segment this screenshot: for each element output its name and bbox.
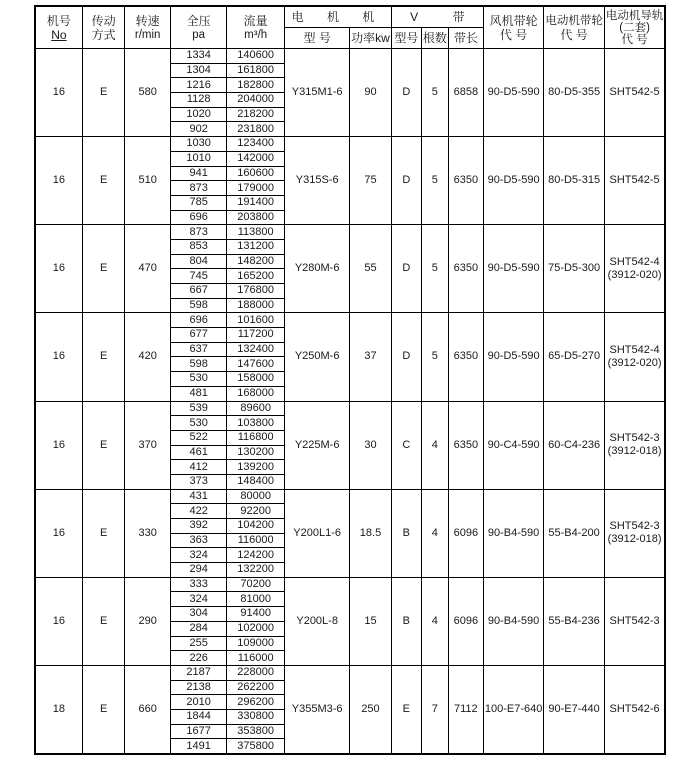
pressure-cell: 873 [171,225,227,240]
table-row [35,137,666,152]
flow-cell: 81000 [227,592,285,607]
pressure-cell: 637 [171,342,227,357]
flow-cell: 91400 [227,607,285,622]
header-drive-line2: 方式 [91,27,116,42]
pressure-cell: 324 [171,548,227,563]
header-fan-pulley-line1: 风机带轮 [489,13,538,28]
drive-mode-cell: E [83,137,125,225]
flow-cell: 117200 [227,328,285,343]
pressure-cell: 1491 [171,739,227,754]
motor-power-cell: 30 [350,401,392,489]
belt-model-cell: D [391,313,421,401]
belt-model-cell: D [391,49,421,137]
flow-cell: 182800 [227,78,285,93]
motor-model-cell: Y200L-8 [285,577,350,665]
flow-cell: 160600 [227,166,285,181]
pressure-cell: 2010 [171,695,227,710]
motor-rail-cell: SHT542-4 (3912-020) [604,225,665,313]
motor-rail-cell: SHT542-3 (3912-018) [604,489,665,577]
flow-cell: 353800 [227,724,285,739]
motor-model-cell: Y355M3-6 [285,665,350,754]
header-speed-line2: r/min [134,28,161,41]
header-motor-pulley-line1: 电动机带轮 [545,14,603,27]
pressure-cell: 1334 [171,49,227,64]
flow-cell: 113800 [227,225,285,240]
motor-power-cell: 90 [350,49,392,137]
pressure-cell: 1128 [171,93,227,108]
flow-cell: 103800 [227,416,285,431]
header-pressure [171,6,227,49]
speed-cell: 420 [125,313,171,401]
pressure-cell: 304 [171,607,227,622]
table-row [35,489,666,504]
flow-cell: 116000 [227,651,285,666]
motor-model-cell: Y250M-6 [285,313,350,401]
pressure-cell: 481 [171,386,227,401]
pressure-cell: 2138 [171,680,227,695]
header-motor-rail-line1: 电动机导轨 [605,9,664,22]
pressure-cell: 1030 [171,137,227,152]
pressure-cell: 373 [171,474,227,489]
pressure-cell: 226 [171,651,227,666]
motor-pulley-cell: 60-C4-236 [544,401,605,489]
header-speed [125,6,171,49]
pressure-cell: 696 [171,313,227,328]
flow-cell: 296200 [227,695,285,710]
motor-rail-cell: SHT542-5 [604,49,665,137]
flow-cell: 176800 [227,284,285,299]
drive-mode-cell: E [83,49,125,137]
belt-length-cell: 6350 [448,313,483,401]
machine-no-cell: 16 [35,401,83,489]
pressure-cell: 1304 [171,63,227,78]
flow-cell: 109000 [227,636,285,651]
flow-cell: 123400 [227,137,285,152]
flow-cell: 142000 [227,151,285,166]
header-motor-pulley-line2: 代 号 [560,27,588,42]
header-drive-mode [83,6,125,49]
belt-length-cell: 7112 [448,665,483,754]
fan-pulley-cell: 100-E7-640 [483,665,544,754]
pressure-cell: 422 [171,504,227,519]
header-pressure-line2: pa [192,28,206,41]
belt-length-cell: 6350 [448,225,483,313]
pressure-cell: 873 [171,181,227,196]
motor-power-cell: 75 [350,137,392,225]
flow-cell: 375800 [227,739,285,754]
machine-no-cell: 16 [35,313,83,401]
motor-pulley-cell: 80-D5-355 [544,49,605,137]
fan-pulley-cell: 90-D5-590 [483,137,544,225]
flow-cell: 116000 [227,533,285,548]
speed-cell: 290 [125,577,171,665]
belt-model-cell: B [391,489,421,577]
machine-no-cell: 16 [35,49,83,137]
belt-model-cell: E [391,665,421,754]
pressure-cell: 412 [171,460,227,475]
belt-count-cell: 4 [421,577,448,665]
flow-cell: 140600 [227,49,285,64]
motor-model-cell: Y315M1-6 [285,49,350,137]
header-pressure-line1: 全压 [186,13,211,28]
header-machine-no-line1: 机号 [46,13,71,28]
belt-length-cell: 6350 [448,401,483,489]
motor-model-cell: Y315S-6 [285,137,350,225]
machine-no-cell: 16 [35,577,83,665]
header-vbelt-dai: 带 [452,10,465,24]
pressure-cell: 255 [171,636,227,651]
motor-power-cell: 37 [350,313,392,401]
flow-cell: 70200 [227,577,285,592]
machine-no-cell: 16 [35,137,83,225]
drive-mode-cell: E [83,225,125,313]
speed-cell: 330 [125,489,171,577]
table-body [35,49,666,755]
fan-pulley-cell: 90-D5-590 [483,313,544,401]
motor-pulley-cell: 80-D5-315 [544,137,605,225]
header-machine-no [35,6,83,49]
speed-cell: 660 [125,665,171,754]
flow-cell: 204000 [227,93,285,108]
table-row [35,401,666,416]
header-fan-pulley-line2: 代 号 [499,27,528,42]
motor-pulley-cell: 90-E7-440 [544,665,605,754]
belt-count-cell: 7 [421,665,448,754]
table-row [35,49,666,64]
header-machine-no-line2: No [51,27,67,42]
flow-cell: 101600 [227,313,285,328]
belt-count-cell: 5 [421,313,448,401]
speed-cell: 580 [125,49,171,137]
pressure-cell: 461 [171,445,227,460]
fan-motor-spec-table [34,5,667,755]
flow-cell: 148200 [227,254,285,269]
flow-cell: 262200 [227,680,285,695]
flow-cell: 104200 [227,519,285,534]
table-header [35,6,666,49]
pressure-cell: 804 [171,254,227,269]
flow-cell: 191400 [227,195,285,210]
flow-cell: 228000 [227,665,285,680]
pressure-cell: 530 [171,416,227,431]
pressure-cell: 853 [171,239,227,254]
flow-cell: 330800 [227,709,285,724]
belt-model-cell: D [391,137,421,225]
fan-pulley-cell: 90-B4-590 [483,489,544,577]
header-flow-line1: 流量 [243,13,268,28]
drive-mode-cell: E [83,401,125,489]
header-motor-model: 型 号 [285,28,350,49]
fan-pulley-cell: 90-B4-590 [483,577,544,665]
motor-power-cell: 55 [350,225,392,313]
flow-cell: 158000 [227,372,285,387]
belt-count-cell: 5 [421,137,448,225]
pressure-cell: 785 [171,195,227,210]
belt-model-cell: B [391,577,421,665]
header-drive-line1: 传动 [91,13,116,28]
flow-cell: 168000 [227,386,285,401]
motor-pulley-cell: 65-D5-270 [544,313,605,401]
header-vbelt-group [391,6,483,28]
flow-cell: 80000 [227,489,285,504]
speed-cell: 510 [125,137,171,225]
pressure-cell: 539 [171,401,227,416]
fan-pulley-cell: 90-C4-590 [483,401,544,489]
flow-cell: 132200 [227,563,285,578]
table-row [35,577,666,592]
pressure-cell: 1010 [171,151,227,166]
flow-cell: 139200 [227,460,285,475]
motor-pulley-cell: 55-B4-236 [544,577,605,665]
pressure-cell: 598 [171,357,227,372]
flow-cell: 165200 [227,269,285,284]
belt-length-cell: 6350 [448,137,483,225]
flow-cell: 89600 [227,401,285,416]
motor-pulley-cell: 55-B4-200 [544,489,605,577]
table-row [35,225,666,240]
pressure-cell: 1677 [171,724,227,739]
header-motor-rail [604,6,665,49]
pressure-cell: 696 [171,210,227,225]
pressure-cell: 363 [171,533,227,548]
flow-cell: 179000 [227,181,285,196]
motor-pulley-cell: 75-D5-300 [544,225,605,313]
flow-cell: 102000 [227,621,285,636]
pressure-cell: 941 [171,166,227,181]
machine-no-cell: 16 [35,489,83,577]
fan-pulley-cell: 90-D5-590 [483,49,544,137]
pressure-cell: 431 [171,489,227,504]
drive-mode-cell: E [83,489,125,577]
pressure-cell: 667 [171,284,227,299]
flow-cell: 161800 [227,63,285,78]
header-vbelt-count: 根数 [421,28,448,49]
speed-cell: 470 [125,225,171,313]
flow-cell: 218200 [227,107,285,122]
header-motor-group [285,6,392,28]
flow-cell: 231800 [227,122,285,137]
flow-cell: 147600 [227,357,285,372]
motor-model-cell: Y225M-6 [285,401,350,489]
pressure-cell: 677 [171,328,227,343]
flow-cell: 148400 [227,474,285,489]
motor-rail-cell: SHT542-3 (3912-018) [604,401,665,489]
pressure-cell: 745 [171,269,227,284]
motor-model-cell: Y280M-6 [285,225,350,313]
motor-rail-cell: SHT542-6 [604,665,665,754]
machine-no-cell: 18 [35,665,83,754]
machine-no-cell: 16 [35,225,83,313]
header-fan-pulley [483,6,544,49]
header-vbelt-length: 带长 [448,28,483,49]
header-motor-pulley [544,6,605,49]
flow-cell: 124200 [227,548,285,563]
drive-mode-cell: E [83,665,125,754]
belt-length-cell: 6096 [448,489,483,577]
belt-count-cell: 4 [421,489,448,577]
flow-cell: 130200 [227,445,285,460]
speed-cell: 370 [125,401,171,489]
pressure-cell: 1216 [171,78,227,93]
flow-cell: 188000 [227,298,285,313]
belt-count-cell: 5 [421,225,448,313]
header-flow-line2: m³/h [244,28,268,41]
pressure-cell: 530 [171,372,227,387]
belt-count-cell: 5 [421,49,448,137]
motor-model-cell: Y200L1-6 [285,489,350,577]
header-motor-rail-line3: 代 号 [621,33,648,46]
belt-model-cell: D [391,225,421,313]
pressure-cell: 1844 [171,709,227,724]
pressure-cell: 324 [171,592,227,607]
flow-cell: 92200 [227,504,285,519]
pressure-cell: 598 [171,298,227,313]
flow-cell: 203800 [227,210,285,225]
motor-power-cell: 18.5 [350,489,392,577]
belt-length-cell: 6096 [448,577,483,665]
motor-rail-cell: SHT542-5 [604,137,665,225]
header-speed-line1: 转速 [135,13,160,28]
motor-rail-cell: SHT542-4 (3912-020) [604,313,665,401]
header-motor-group-label: 电 机 机 [291,10,385,24]
drive-mode-cell: E [83,577,125,665]
motor-power-cell: 250 [350,665,392,754]
flow-cell: 116800 [227,430,285,445]
pressure-cell: 392 [171,519,227,534]
header-motor-rail-line2: (二套) [619,21,650,34]
table-row [35,313,666,328]
header-motor-power: 功率kw [350,28,392,49]
pressure-cell: 902 [171,122,227,137]
pressure-cell: 294 [171,563,227,578]
pressure-cell: 284 [171,621,227,636]
pressure-cell: 1020 [171,107,227,122]
header-flow [227,6,285,49]
drive-mode-cell: E [83,313,125,401]
header-vbelt-v: V [410,10,419,24]
table-row [35,665,666,680]
pressure-cell: 522 [171,430,227,445]
flow-cell: 132400 [227,342,285,357]
belt-model-cell: C [391,401,421,489]
motor-power-cell: 15 [350,577,392,665]
motor-rail-cell: SHT542-3 [604,577,665,665]
belt-length-cell: 6858 [448,49,483,137]
header-vbelt-model: 型号 [391,28,421,49]
pressure-cell: 333 [171,577,227,592]
pressure-cell: 2187 [171,665,227,680]
flow-cell: 131200 [227,239,285,254]
belt-count-cell: 4 [421,401,448,489]
fan-pulley-cell: 90-D5-590 [483,225,544,313]
